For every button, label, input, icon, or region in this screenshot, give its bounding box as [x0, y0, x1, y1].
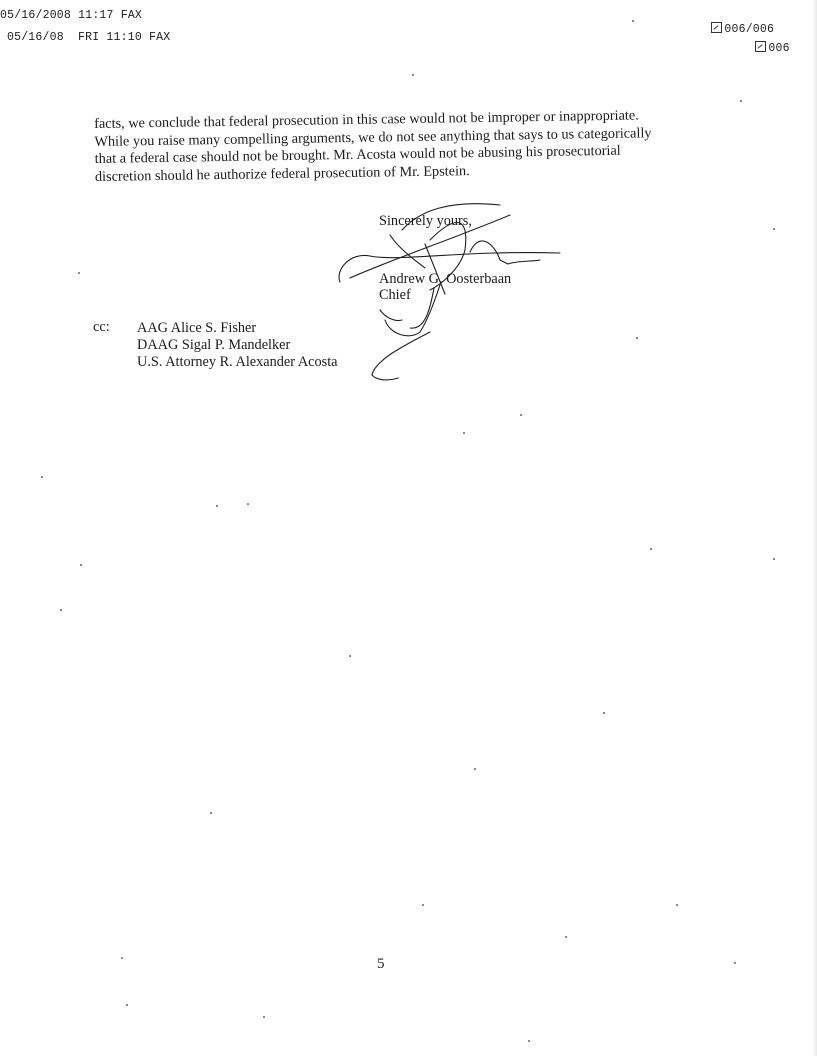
closing: Sincerely yours,: [379, 213, 472, 229]
scan-speck: [636, 337, 638, 339]
fax-page-number-stamp: [727, 28, 790, 68]
scan-speck: [247, 503, 249, 505]
scan-speck: [463, 432, 465, 434]
fax-header-line-1: 05/16/2008 11:17 FAX: [0, 9, 143, 22]
scan-speck: [121, 957, 123, 959]
body-line: While you raise many compelling arguments, we do not see anything that says to us categorically: [94, 124, 652, 150]
scan-speck: [773, 228, 775, 230]
body-line: discretion should he authorize federal prosecution of Mr. Epstein.: [94, 162, 470, 185]
cc-recipient: U.S. Attorney R. Alexander Acosta: [137, 354, 338, 370]
scan-speck: [60, 609, 62, 611]
fax-page-number-text: 006: [768, 42, 790, 55]
scan-edge: [812, 0, 817, 1056]
scan-speck: [650, 548, 652, 550]
handwritten-signature: [330, 190, 570, 385]
scan-speck: [412, 74, 414, 76]
cc-label: cc:: [93, 319, 110, 335]
scan-speck: [80, 564, 82, 566]
scan-speck: [216, 505, 218, 507]
body-line: that a federal case should not be brought. Mr. Acosta would not be abusing his prosecutorial: [94, 142, 621, 167]
signer-name: Andrew G. Oosterbaan: [379, 271, 512, 287]
scan-speck: [474, 768, 476, 770]
scan-speck: [78, 272, 80, 274]
cc-recipient: AAG Alice S. Fisher: [137, 320, 257, 336]
scan-speck: [734, 962, 736, 964]
fax-header-line-2: 05/16/08 FRI 11:10 FAX: [7, 31, 171, 44]
scan-speck: [740, 100, 742, 102]
page-number: 5: [377, 956, 385, 972]
scan-speck: [263, 1016, 265, 1018]
scan-speck: [773, 558, 775, 560]
letter-body: [94, 106, 735, 186]
scan-speck: [565, 936, 567, 938]
fax-page-icon: [755, 41, 766, 52]
scan-speck: [349, 655, 351, 657]
fax-page-counter-text: 006/006: [724, 23, 775, 36]
fax-page-icon: [711, 22, 722, 33]
scan-speck: [41, 476, 43, 478]
cc-recipient-list: [137, 320, 338, 371]
scan-speck: [676, 904, 678, 906]
scan-speck: [528, 1040, 530, 1042]
scan-speck: [422, 904, 424, 906]
scan-speck: [632, 20, 634, 22]
scan-speck: [603, 712, 605, 714]
cc-recipient: DAAG Sigal P. Mandelker: [137, 337, 291, 353]
body-line: facts, we conclude that federal prosecution in this case would not be improper or inappropriate.: [94, 107, 639, 132]
scan-speck: [126, 1004, 128, 1006]
scan-speck: [520, 414, 522, 416]
scan-speck: [210, 812, 212, 814]
signer-title: Chief: [379, 287, 411, 303]
